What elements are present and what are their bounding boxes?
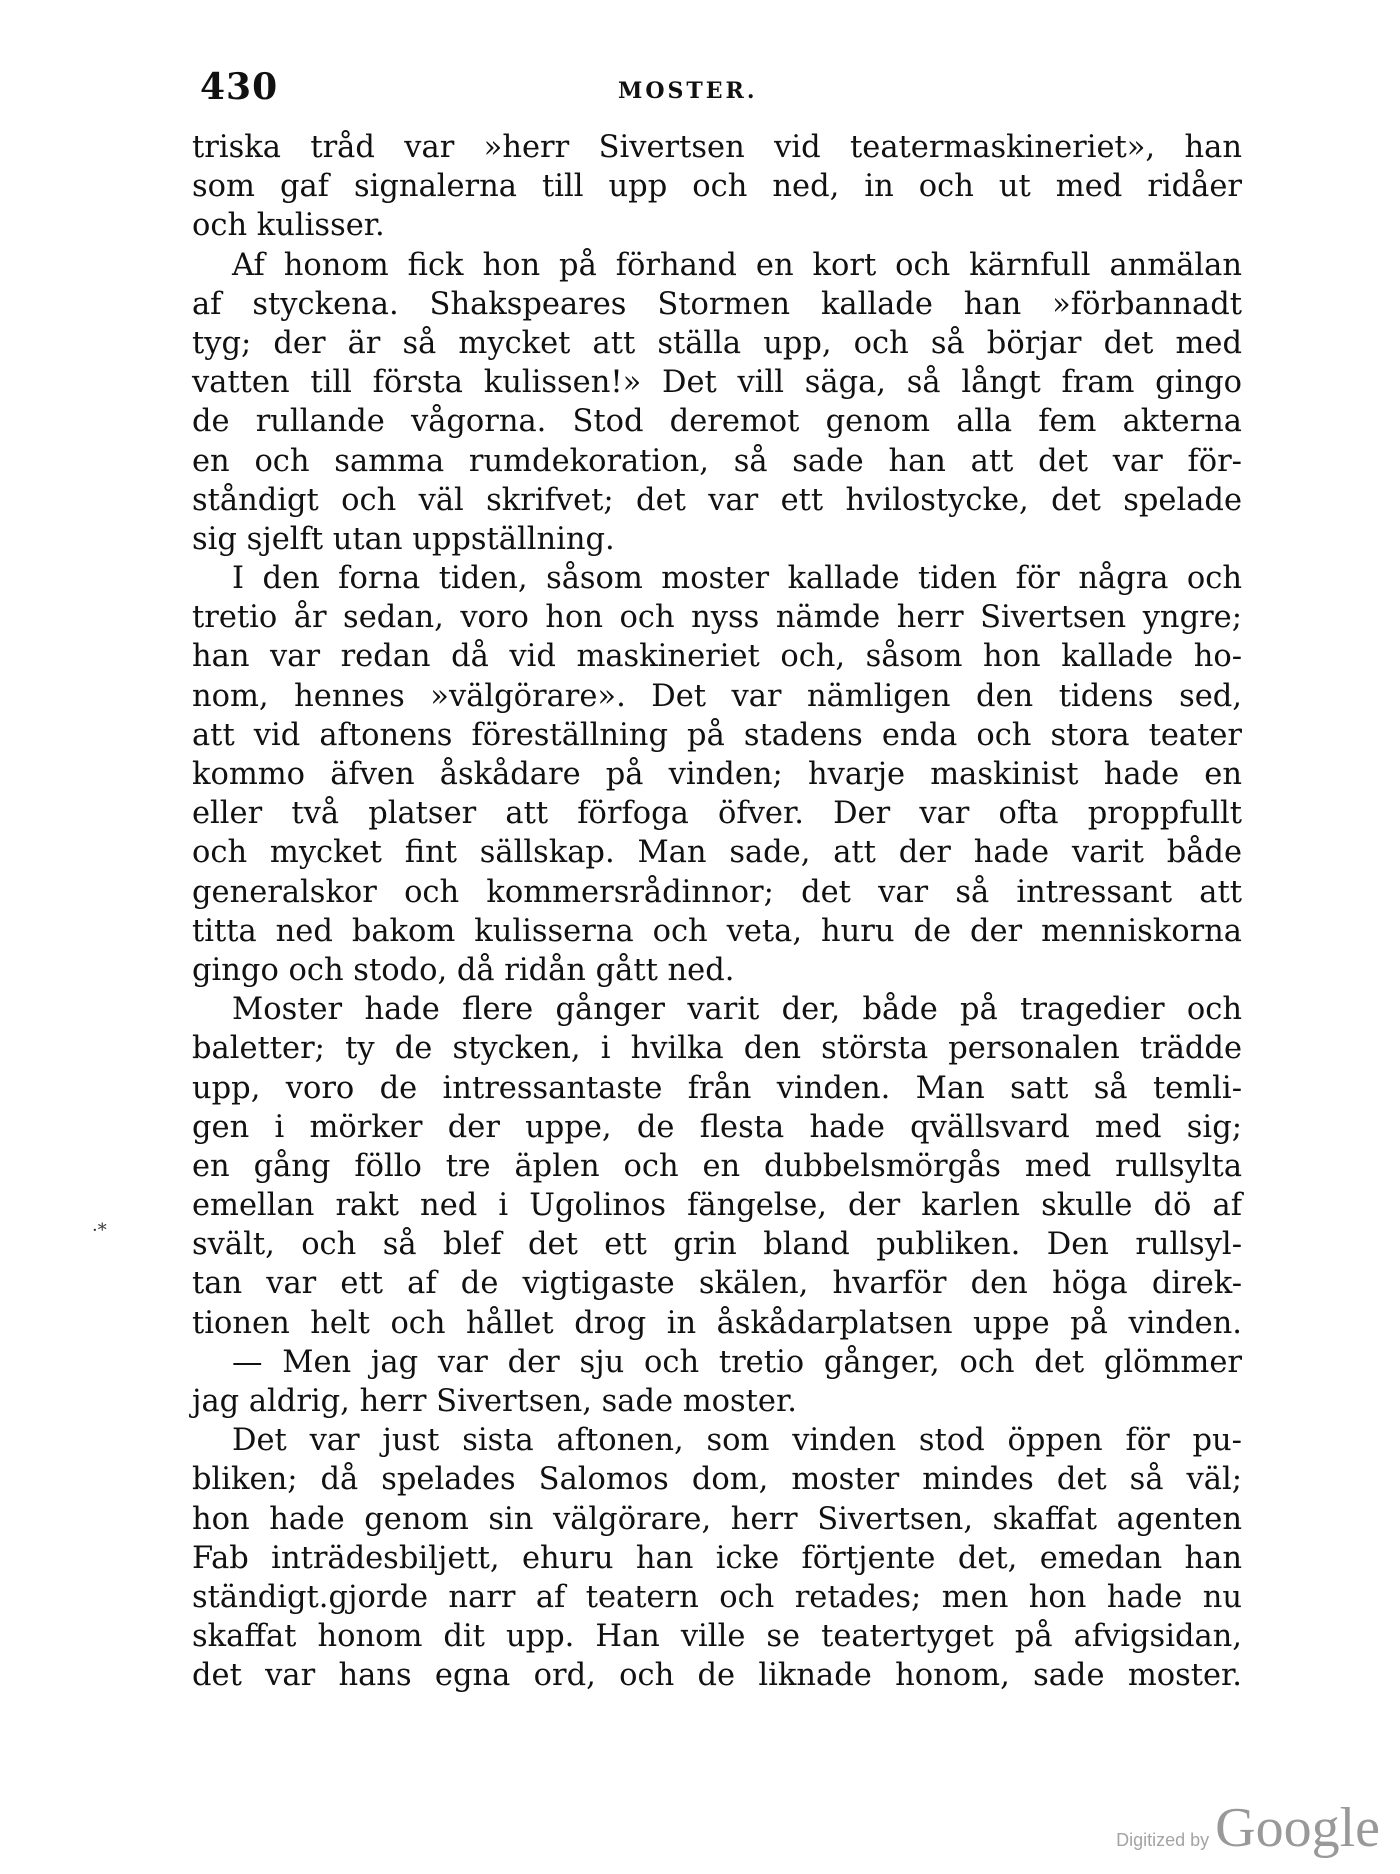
text-line: nom, hennes »välgörare». Det var nämligen den tidens sed, [192,678,1242,714]
text-line: tan var ett af de vigtigaste skälen, hvarför den höga direk- [192,1266,1242,1302]
text-line: gingo och stodo, då ridån gått ned. [192,952,735,988]
text-line: Fab inträdesbiljett, ehuru han icke förtjente det, emedan han [192,1540,1242,1576]
text-line: en och samma rumdekoration, så sade han att det var för- [192,443,1242,479]
text-line: baletter; ty de stycken, i hvilka den största personalen trädde [192,1031,1242,1067]
text-line: de rullande vågorna. Stod deremot genom alla fem akterna [192,404,1242,440]
text-line: eller två platser att förfoga öfver. Der var ofta proppfullt [192,796,1242,832]
text-line: kommo äfven åskådare på vinden; hvarje maskinist hade en [192,757,1242,792]
text-line: tyg; der är så mycket att ställa upp, och så börjar det med [192,325,1242,361]
text-line: bliken; då spelades Salomos dom, moster mindes det så väl; [192,1462,1242,1498]
text-line: hon hade genom sin välgörare, herr Sivertsen, skaffat agenten [192,1501,1242,1537]
running-title: MOSTER. [618,78,758,104]
margin-mark: ·* [92,1220,107,1241]
text-line: svält, och så blef det ett grin bland publiken. Den rullsyl- [192,1227,1242,1263]
text-line: Af honom fick hon på förhand en kort och kärnfull anmälan [232,247,1242,283]
text-line: sig sjelft utan uppställning. [192,521,615,557]
text-line: han var redan då vid maskineriet och, såsom hon kallade ho- [192,639,1242,675]
text-line: ståndigt och väl skrifvet; det var ett hvilostycke, det spelade [192,482,1242,518]
text-line: en gång föllo tre äplen och en dubbelsmörgås med rullsylta [192,1148,1242,1184]
text-line: tretio år sedan, voro hon och nyss nämde herr Sivertsen yngre; [192,600,1242,636]
text-line: emellan rakt ned i Ugolinos fängelse, der karlen skulle dö af [192,1188,1242,1224]
watermark-prefix: Digitized by [1116,1830,1210,1850]
text-line: som gaf signalerna till upp och ned, in och ut med ridåer [192,169,1242,205]
text-line: triska tråd var »herr Sivertsen vid teatermaskineriet», han [192,130,1242,165]
text-line: tionen helt och hållet drog in åskådarplatsen uppe på vinden. [192,1305,1242,1341]
text-line: — Men jag var der sju och tretio gånger, och det glömmer [232,1344,1242,1380]
text-line: I den forna tiden, såsom moster kallade tiden för några och [232,561,1242,597]
digitized-watermark [1116,1796,1380,1860]
text-line: och mycket fint sällskap. Man sade, att der hade varit både [192,835,1242,871]
text-line: att vid aftonens föreställning på stadens enda och stora teater [192,717,1242,753]
text-line: ständigt.gjorde narr af teatern och retades; men hon hade nu [192,1579,1242,1615]
page-number: 430 [200,66,279,108]
text-line: generalskor och kommersrådinnor; det var så intressant att [192,874,1242,910]
text-line: skaffat honom dit upp. Han ville se teatertyget på afvigsidan, [192,1619,1242,1655]
page-header [200,66,1250,126]
text-line: Moster hade flere gånger varit der, både på tragedier och [232,992,1242,1028]
text-line: af styckena. Shakspeares Stormen kallade han »förbannadt [192,286,1242,322]
text-line: och kulisser. [192,208,385,244]
text-line: Det var just sista aftonen, som vinden stod öppen för pu- [232,1423,1242,1459]
body-text [192,128,1242,1696]
text-line: vatten till första kulissen!» Det vill säga, så långt fram gingo [192,365,1242,401]
text-line: jag aldrig, herr Sivertsen, sade moster. [192,1384,797,1419]
text-line: upp, voro de intressantaste från vinden. Man satt så temli- [192,1070,1242,1106]
text-line: titta ned bakom kulisserna och veta, huru de der menniskorna [192,913,1242,949]
watermark-brand-logo: Google [1215,1797,1380,1859]
text-line: det var hans egna ord, och de liknade honom, sade moster. [192,1658,1242,1694]
text-line: gen i mörker der uppe, de flesta hade qvällsvard med sig; [192,1109,1242,1145]
